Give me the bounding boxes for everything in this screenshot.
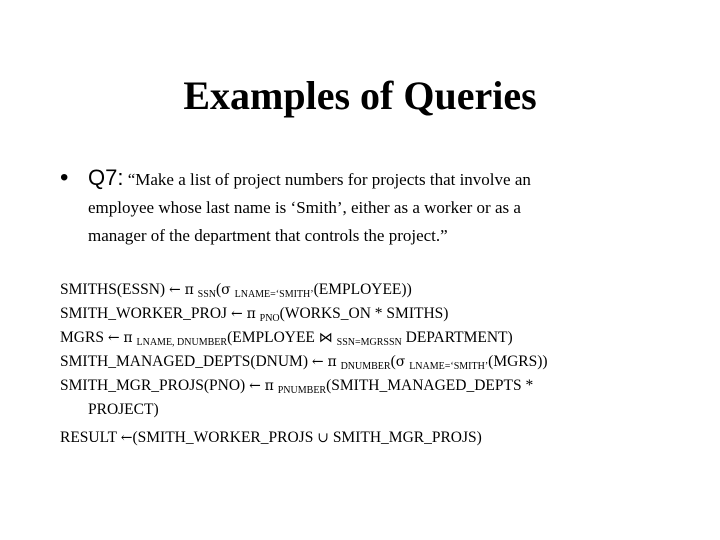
query-lhs: SMITH_MGR_PROJS(PNO) [60, 377, 246, 394]
slide-title: Examples of Queries [183, 73, 537, 118]
selection-symbol: σ [221, 282, 231, 298]
projection-symbol: π [264, 378, 274, 394]
query-smith-mgr-projs [60, 375, 533, 402]
projection-attributes: PNUMBER [277, 385, 327, 396]
query-mid: (EMPLOYEE [227, 329, 315, 346]
query-smiths [60, 279, 412, 306]
projection-attributes: LNAME, DNUMBER [136, 337, 228, 348]
assign-arrow: ← [168, 282, 181, 298]
query-rest-1: (SMITH_WORKER_PROJS [132, 429, 314, 446]
query-lhs: SMITHS(ESSN) [60, 281, 166, 298]
projection-symbol: π [123, 330, 133, 346]
join-condition: SSN=MGRSSN [336, 337, 402, 348]
selection-symbol: σ [395, 354, 406, 370]
projection-attributes: DNUMBER [340, 361, 391, 372]
query-smith-managed-depts [60, 351, 548, 378]
query-rest-2: SMITH_MGR_PROJS) [332, 429, 482, 446]
query-result [60, 427, 482, 449]
query-mgrs [60, 327, 513, 354]
query-rest: (EMPLOYEE)) [313, 281, 412, 298]
question-label: Q7: [88, 165, 124, 190]
projection-attributes: PNO [259, 313, 280, 324]
assign-arrow: ← [311, 354, 324, 370]
selection-condition: LNAME=‘SMITH’ [409, 361, 489, 372]
open-paren: ( [390, 353, 396, 370]
projection-symbol: π [327, 354, 337, 370]
query-rest: (WORKS_ON * SMITHS) [279, 305, 449, 322]
selection-condition: LNAME=‘SMITH’ [234, 289, 314, 300]
query-lhs: RESULT [60, 429, 117, 446]
query-rest: (MGRS)) [488, 353, 548, 370]
query-continuation: PROJECT) [88, 401, 159, 418]
projection-attributes: SSN [197, 289, 216, 300]
query-lhs: SMITH_WORKER_PROJ [60, 305, 228, 322]
bullet-line-1 [88, 163, 531, 195]
question-text-3: manager of the department that controls the project.” [88, 226, 448, 245]
bullet-marker: • [60, 164, 69, 191]
query-smith-worker-proj [60, 303, 448, 330]
assign-arrow: ← [120, 430, 133, 446]
projection-symbol: π [184, 282, 194, 298]
query-lhs: SMITH_MANAGED_DEPTS(DNUM) [60, 353, 308, 370]
query-lhs: MGRS [60, 329, 104, 346]
assign-arrow: ← [107, 330, 120, 346]
join-symbol: ⋈ [318, 330, 333, 346]
projection-symbol: π [246, 306, 256, 322]
open-paren: ( [216, 281, 222, 298]
assign-arrow: ← [230, 306, 243, 322]
question-text-2: employee whose last name is ‘Smith’, either as a worker or as a [88, 198, 521, 217]
query-rest: (SMITH_MANAGED_DEPTS * [326, 377, 534, 394]
question-text-1: “Make a list of project numbers for projects that involve an [127, 170, 531, 189]
assign-arrow: ← [249, 378, 261, 394]
query-rest: DEPARTMENT) [405, 329, 513, 346]
union-symbol: ∪ [317, 430, 329, 446]
